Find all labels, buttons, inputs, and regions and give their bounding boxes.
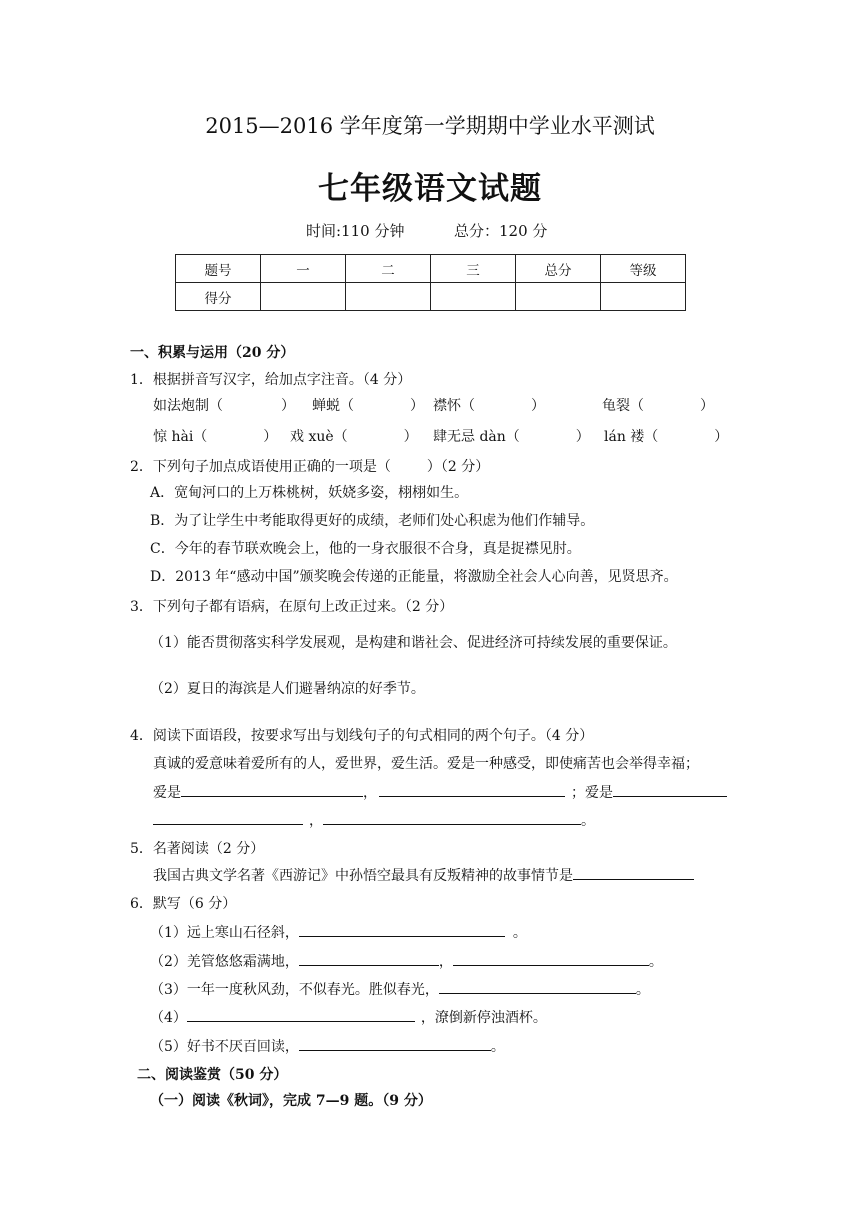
- score-table-cell: 总分: [516, 255, 601, 283]
- score-input-cell[interactable]: [601, 283, 686, 311]
- q1-row2-item1: [153, 426, 277, 446]
- score-table-cell: 得分: [176, 283, 261, 311]
- score-table-cell: 一: [261, 255, 346, 283]
- q1-item-text: 龟裂（: [602, 398, 644, 414]
- q6-end: 。: [635, 982, 650, 998]
- q4-comma: ，: [309, 813, 323, 829]
- q5-stem: 5．名著阅读（2 分）: [130, 841, 265, 857]
- q5-text: 我国古典文学名著《西游记》中孙悟空最具有反叛精神的故事情节是: [153, 868, 573, 884]
- q1-item-text: 惊 hài（: [153, 429, 208, 445]
- q4-answer-line1: [153, 782, 727, 802]
- answer-blank[interactable]: [299, 1036, 491, 1051]
- q1-item-text: 戏 xuè（: [290, 429, 348, 445]
- q1-item-close: ）: [531, 398, 545, 414]
- q6-text: （2）羌管悠悠霜满地，: [150, 954, 299, 970]
- q1-row2-item3: [433, 426, 590, 446]
- section1-title: 一、积累与运用（20 分）: [130, 345, 295, 361]
- score-table-cell: 题号: [176, 255, 261, 283]
- q2-option-a: A．宽甸河口的上万株桃树，妖娆多姿，栩栩如生。: [150, 485, 469, 501]
- score-input-cell[interactable]: [516, 283, 601, 311]
- q1-row2-item4: [604, 426, 728, 446]
- q6-end: 。: [648, 954, 663, 970]
- q3-sentence2: （2）夏日的海滨是人们避暑纳凉的好季节。: [150, 681, 425, 697]
- q3-stem: 3．下列句子都有语病，在原句上改正过来。（2 分）: [130, 599, 454, 615]
- q5-question: [153, 865, 694, 885]
- answer-blank[interactable]: [299, 951, 439, 966]
- answer-blank[interactable]: [379, 782, 565, 797]
- q6-line2: [150, 951, 663, 971]
- score-table-cell: 二: [346, 255, 431, 283]
- score-input-cell[interactable]: [431, 283, 516, 311]
- q1-item-close: ）: [263, 429, 278, 445]
- total-score-info: 总分：120 分: [454, 222, 548, 240]
- q1-row1-item4: [602, 395, 714, 415]
- q1-item-close: ）: [281, 398, 295, 414]
- q4-text: 真诚的爱意味着爱所有的人，爱世界，爱生活。爱是一种感受，即使痛苦也会举得幸福；: [153, 756, 699, 772]
- q1-row1-item3: [433, 395, 545, 415]
- q2-option-d: D．2013 年“感动中国”颁奖晚会传递的正能量，将激励全社会人心向善，见贤思齐。: [150, 569, 678, 585]
- q1-row2-item2: [290, 426, 418, 446]
- q1-item-close: ）: [700, 398, 714, 414]
- q1-item-text: 蝉蜕（: [312, 398, 354, 414]
- q6-stem: 6．默写（6 分）: [130, 896, 237, 912]
- q1-item-close: ）: [403, 429, 418, 445]
- answer-blank[interactable]: [323, 810, 581, 825]
- q1-item-close: ）: [410, 398, 424, 414]
- q4-answer-line2: [153, 810, 595, 830]
- q4-period: 。: [581, 813, 595, 829]
- q6-mid: ，: [438, 954, 453, 970]
- q1-row1-item1: [153, 395, 295, 415]
- q1-item-text: 肆无忌 dàn（: [433, 429, 520, 445]
- q3-sentence1: （1）能否贯彻落实科学发展观，是构建和谐社会、促进经济可持续发展的重要保证。: [150, 635, 677, 651]
- answer-blank[interactable]: [439, 979, 636, 994]
- answer-blank[interactable]: [453, 951, 649, 966]
- answer-blank[interactable]: [299, 922, 505, 937]
- section2-title: 二、阅读鉴赏（50 分）: [137, 1067, 288, 1083]
- answer-blank[interactable]: [573, 865, 694, 880]
- exam-title: 2015—2016 学年度第一学期期中学业水平测试: [205, 114, 655, 138]
- score-table-header-row: [176, 255, 686, 283]
- q4-stem: 4．阅读下面语段，按要求写出与划线句子的句式相同的两个句子。（4 分）: [130, 728, 594, 744]
- q6-end: 。: [490, 1039, 505, 1055]
- q6-end: 。: [512, 925, 527, 941]
- q6-line5: [150, 1036, 505, 1056]
- answer-blank[interactable]: [181, 782, 363, 797]
- score-input-cell[interactable]: [261, 283, 346, 311]
- score-table-score-row: [176, 283, 686, 311]
- q2-stem-end: ）（2 分）: [426, 459, 490, 475]
- subject-title: 七年级语文试题: [318, 171, 542, 207]
- q4-label: 爱是: [153, 785, 181, 801]
- answer-blank[interactable]: [613, 782, 727, 797]
- q2-stem: [130, 456, 489, 476]
- section2-sub1: （一）阅读《秋词》，完成 7—9 题。（9 分）: [150, 1093, 432, 1109]
- q6-text: （5）好书不厌百回读，: [150, 1039, 299, 1055]
- q6-text: （1）远上寒山石径斜，: [150, 925, 299, 941]
- answer-blank[interactable]: [187, 1007, 415, 1022]
- q6-line4: [150, 1007, 547, 1027]
- q1-item-close: ）: [575, 429, 590, 445]
- q4-comma: ，: [363, 785, 377, 801]
- q1-row1-item2: [312, 395, 424, 415]
- score-table-cell: 三: [431, 255, 516, 283]
- q6-text: （4）: [150, 1010, 187, 1026]
- q6-end: ，潦倒新停浊酒杯。: [420, 1010, 547, 1026]
- q6-text: （3）一年一度秋风劲，不似春光。胜似春光，: [150, 982, 439, 998]
- score-table-cell: 等级: [601, 255, 686, 283]
- q1-item-close: ）: [714, 429, 729, 445]
- score-table: [175, 254, 686, 311]
- q1-stem: 1．根据拼音写汉字，给加点字注音。（4 分）: [130, 372, 412, 388]
- q2-option-c: C．今年的春节联欢晚会上，他的一身衣服很不合身，真是捉襟见肘。: [150, 541, 581, 557]
- q6-line1: [150, 922, 527, 942]
- time-info: 时间:110 分钟: [306, 222, 405, 240]
- q1-item-text: lán 褛（: [604, 429, 659, 445]
- answer-blank[interactable]: [153, 810, 303, 825]
- score-input-cell[interactable]: [346, 283, 431, 311]
- q1-item-text: 如法炮制（: [153, 398, 223, 414]
- q6-line3: [150, 979, 650, 999]
- q2-stem-text: 2．下列句子加点成语使用正确的一项是（: [130, 459, 391, 475]
- q2-option-b: B．为了让学生中考能取得更好的成绩，老师们处心积虑为他们作辅导。: [150, 513, 595, 529]
- q1-item-text: 襟怀（: [433, 398, 475, 414]
- q4-label: ；爱是: [571, 785, 613, 801]
